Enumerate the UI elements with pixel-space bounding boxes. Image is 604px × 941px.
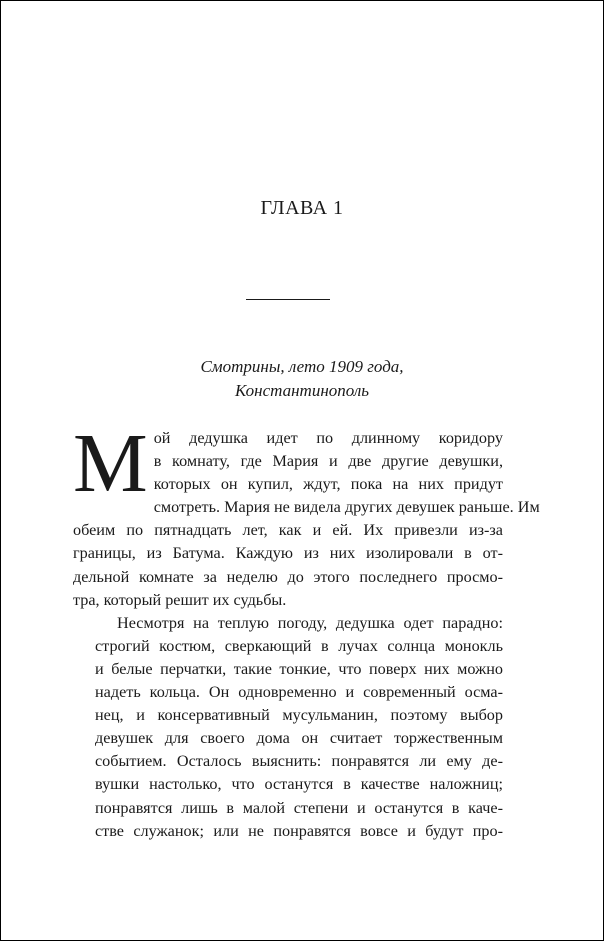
- chapter-title: ГЛАВА 1: [260, 197, 344, 219]
- text-line: событием. Осталось выяснить: понравятся ли ему де-: [95, 752, 503, 771]
- text-line: ой дедушка идет по длинному коридору: [153, 429, 503, 447]
- chapter-body: [73, 417, 540, 843]
- paragraph-2: [73, 612, 503, 843]
- text-line: нец, и консервативный мусульманин, поэтому выбор: [95, 706, 503, 725]
- text-line: девушек для своего дома он считает торжественным: [95, 729, 503, 748]
- text-line: дельной комнате за неделю до этого последнего просмо-: [73, 567, 503, 586]
- text-line: стве служанок; или не понравятся вовсе и будут про-: [95, 821, 503, 840]
- text-line: в комнату, где Мария и две другие девушки,: [153, 452, 503, 471]
- drop-cap: М: [73, 417, 148, 510]
- chapter-subtitle: [1, 355, 603, 403]
- subtitle-line-1: Смотрины, лето 1909 года,: [200, 357, 404, 376]
- text-line: обеим по пятнадцать лет, как и ей. Их привезли из-за: [73, 521, 503, 540]
- text-line: которых он купил, ждут, пока на них придут: [153, 475, 503, 494]
- text-line: строгий костюм, сверкающий в лучах солнца монокль: [95, 636, 503, 655]
- subtitle-line-2: Константинополь: [235, 381, 369, 400]
- text-line: вушки настолько, что останутся в качестве наложниц;: [95, 775, 503, 794]
- text-line: границы, из Батума. Каждую из них изолировали в от-: [73, 544, 503, 563]
- text-line: надеть кольца. Он одновременно и современный осма-: [95, 683, 503, 702]
- text-line: и белые перчатки, такие тонкие, что поверх них можно: [95, 659, 503, 678]
- text-line: понравятся лишь в малой степени и останутся в каче-: [95, 798, 503, 817]
- text-line: тра, который решит их судьбы.: [73, 590, 287, 609]
- paragraph-1: [73, 417, 540, 612]
- chapter-divider: [246, 299, 330, 300]
- text-line: Несмотря на теплую погоду, дедушка одет парадно:: [117, 613, 503, 632]
- text-line: смотреть. Мария не видела других девушек раньше. Им: [153, 498, 540, 517]
